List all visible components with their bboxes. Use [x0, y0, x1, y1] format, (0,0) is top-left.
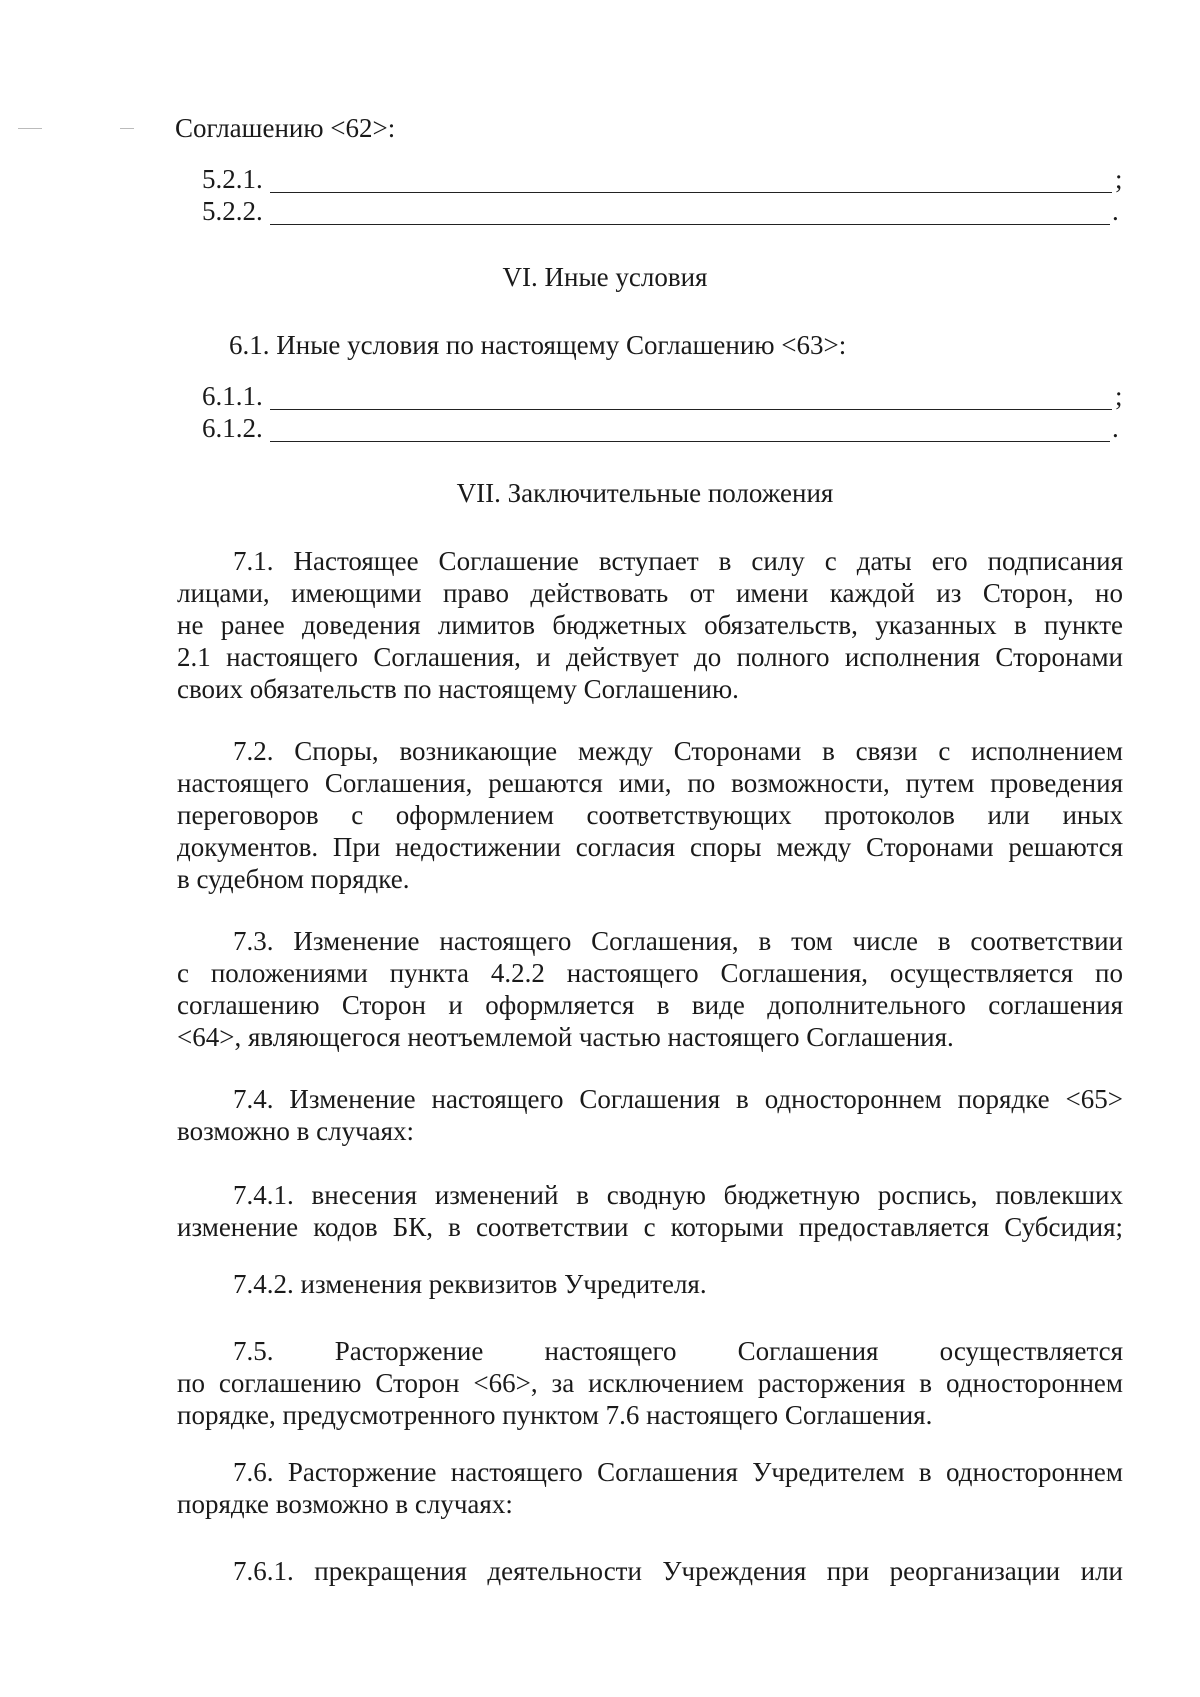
item-number: 5.2.1.	[202, 164, 263, 194]
text-line: 7.6. Расторжение настоящего Соглашения Учредителем в одностороннем	[233, 1457, 1123, 1487]
item-number: 6.1.1.	[202, 381, 263, 411]
text-line: по соглашению Сторон <66>, за исключением расторжения в одностороннем	[177, 1368, 1123, 1398]
item-number: 6.1.2.	[202, 413, 263, 443]
text-line: документов. При недостижении согласия споры между Сторонами решаются	[177, 832, 1123, 862]
text-line: 2.1 настоящего Соглашения, и действует до полного исполнения Сторонами	[177, 642, 1123, 672]
paragraph-7-5	[177, 1335, 1123, 1431]
text-line: переговоров с оформлением соответствующих протоколов или иных	[177, 800, 1123, 830]
scan-speck	[120, 128, 134, 129]
text-line: 7.1. Настоящее Соглашение вступает в силу с даты его подписания	[233, 546, 1123, 576]
blank-line-5-2-1	[202, 164, 1142, 196]
blank-line-5-2-2	[202, 196, 1142, 228]
paragraph-6-1: 6.1. Иные условия по настоящему Соглашению <63>:	[229, 330, 847, 360]
paragraph-7-2	[177, 735, 1123, 895]
item-number: 5.2.2.	[202, 196, 263, 226]
line-end-mark: .	[1112, 413, 1119, 443]
text-line: 7.4.2. изменения реквизитов Учредителя.	[233, 1269, 707, 1299]
paragraph-7-6	[177, 1456, 1123, 1520]
text-line: возможно в случаях:	[177, 1116, 415, 1146]
paragraph-7-6-1	[177, 1555, 1123, 1587]
text-line: 7.4. Изменение настоящего Соглашения в одностороннем порядке <65>	[233, 1084, 1123, 1114]
paragraph-7-4-2	[177, 1268, 1123, 1300]
fill-in-rule	[270, 192, 1112, 193]
blank-line-6-1-2	[202, 413, 1142, 445]
paragraph-7-4	[177, 1083, 1123, 1147]
scan-speck	[18, 128, 42, 129]
text-line: с положениями пункта 4.2.2 настоящего Соглашения, осуществляется по	[177, 958, 1123, 988]
text-line: не ранее доведения лимитов бюджетных обязательств, указанных в пункте	[177, 610, 1123, 640]
section-heading-6: VI. Иные условия	[502, 262, 708, 292]
text-line: изменение кодов БК, в соответствии с которыми предоставляется Субсидия;	[177, 1212, 1123, 1242]
text-line: 7.5. Расторжение настоящего Соглашения осуществляется	[233, 1336, 1123, 1366]
fill-in-rule	[270, 409, 1112, 410]
text-line: в судебном порядке.	[177, 864, 410, 894]
continued-text: Соглашению <62>:	[175, 113, 396, 143]
text-line: порядке, предусмотренного пунктом 7.6 настоящего Соглашения.	[177, 1400, 933, 1430]
paragraph-7-1	[177, 545, 1123, 705]
paragraph-7-3	[177, 925, 1123, 1053]
line-end-mark: ;	[1115, 381, 1123, 411]
line-end-mark: .	[1112, 196, 1119, 226]
section-heading-7: VII. Заключительные положения	[456, 478, 834, 508]
text-line: 7.3. Изменение настоящего Соглашения, в том числе в соответствии	[233, 926, 1123, 956]
text-line: своих обязательств по настоящему Соглашению.	[177, 674, 739, 704]
fill-in-rule	[270, 441, 1110, 442]
paragraph-7-4-1	[177, 1179, 1123, 1243]
text-line: порядке возможно в случаях:	[177, 1489, 513, 1519]
text-line: соглашению Сторон и оформляется в виде дополнительного соглашения	[177, 990, 1123, 1020]
text-line: лицами, имеющими право действовать от имени каждой из Сторон, но	[177, 578, 1123, 608]
text-line: 7.6.1. прекращения деятельности Учреждения при реорганизации или	[233, 1556, 1123, 1586]
text-line: 7.4.1. внесения изменений в сводную бюджетную роспись, повлекших	[233, 1180, 1123, 1210]
text-line: настоящего Соглашения, решаются ими, по возможности, путем проведения	[177, 768, 1123, 798]
blank-line-6-1-1	[202, 381, 1142, 413]
line-end-mark: ;	[1115, 164, 1123, 194]
text-line: <64>, являющегося неотъемлемой частью настоящего Соглашения.	[177, 1022, 954, 1052]
fill-in-rule	[270, 224, 1110, 225]
text-line: 7.2. Споры, возникающие между Сторонами в связи с исполнением	[233, 736, 1123, 766]
